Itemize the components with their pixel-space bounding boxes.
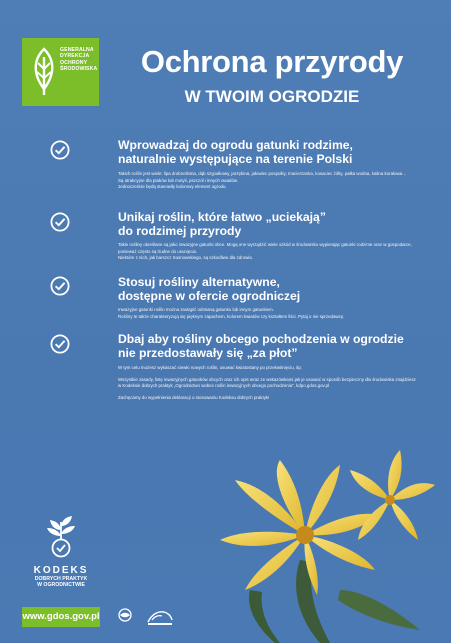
check-circle-icon [50, 276, 70, 296]
nfosigw-logo-icon [146, 608, 174, 626]
gdos-logo [22, 38, 99, 106]
section-1-title: Wprowadzaj do ogrodu gatunki rodzime, naturalnie występujące na terenie Polski [118, 138, 353, 166]
page-subtitle: W TWOIM OGRODZIE [184, 87, 360, 106]
check-circle-icon [50, 140, 70, 160]
section-4-title: Dbaj aby rośliny obcego pochodzenia w ogrodzie nie przedostawały się „za płot” [118, 332, 404, 360]
section-2-body: Takie rośliny określane są jako inwazyjne gatunki obce. Mogą one wyrządzić wiele szkód w środowisku wypierając gatunki rodzime oraz w gospodarce, ponieważ często są trudne do usunięcia. Niektóre z nich, jak barszcz Sosnowskiego, są szkodliwe dla zdrowia. [118, 242, 412, 261]
nfosigw-logo [146, 608, 174, 631]
page-title: Ochrona przyrody [140, 44, 404, 79]
check-circle-icon [50, 334, 70, 354]
section-1-body: Takich roślin jest wiele: lipa drobnolistna, dąb szypułkowy, jarzębina, jałowiec pospolity, macierzanka, kosaciec żółty, pałka wodna, kalina koralowa… Są atrakcyjne dla ptaków lub motyli, pszczół i innych owadów. Jednocześnie będą stanowiły kolorowy element ogrodu. [118, 171, 407, 190]
gdos-logo-text: GENERALNA DYREKCJA OCHRONY ŚRODOWISKA [60, 47, 98, 72]
kodeks-line1: DOBRYCH PRAKTYK [34, 576, 88, 582]
leaf-logo-icon [30, 47, 58, 97]
section-2-title: Unikaj roślin, które łatwo „uciekają” do rodzimej przyrody [118, 210, 326, 238]
kodeks-title: KODEKS [33, 565, 89, 576]
wfos-logo [116, 608, 134, 629]
kodeks-plant-icon [41, 512, 81, 558]
kodeks-logo [18, 512, 104, 588]
section-4-body: W tym celu możesz wykaszać siewki nowych roślin, usuwać kwiatostany po przekwitnięciu, itp. Wszystkie zasady, listę inwazyjnych gatunków obcych oraz ich opis wraz ze wskazówkami jak je usuwać w sposób bezpieczny dla środowiska znajdziesz w Kodeksie dobrych praktyk „Ogrodnictwo wobec roślin inwazyjnych obcego pochodzenia”, kdpo.gdos.gov.pl Zachęcamy do wypełnienia deklaracji o stosowaniu Kodeksu dobrych praktyk! [118, 365, 416, 400]
kodeks-line2: W OGRODNICTWIE [37, 582, 85, 588]
section-3-body: Inwazyjne gatunki roślin można zastąpić odmianą gatunku lub innym gatunkiem. Rośliny te także charakteryzują się pięknym zapachem, kolorem kwiatów czy kształtem liści. Pytaj o nie sprzedawcę. [118, 307, 345, 319]
yellow-flower-illustration [150, 440, 440, 643]
wfos-logo-icon [116, 608, 134, 624]
section-3-title: Stosuj rośliny alternatywne, dostępne w ofercie ogrodniczej [118, 275, 301, 303]
check-circle-icon [50, 212, 70, 232]
website-link[interactable]: www.gdos.gov.pl [22, 607, 100, 627]
